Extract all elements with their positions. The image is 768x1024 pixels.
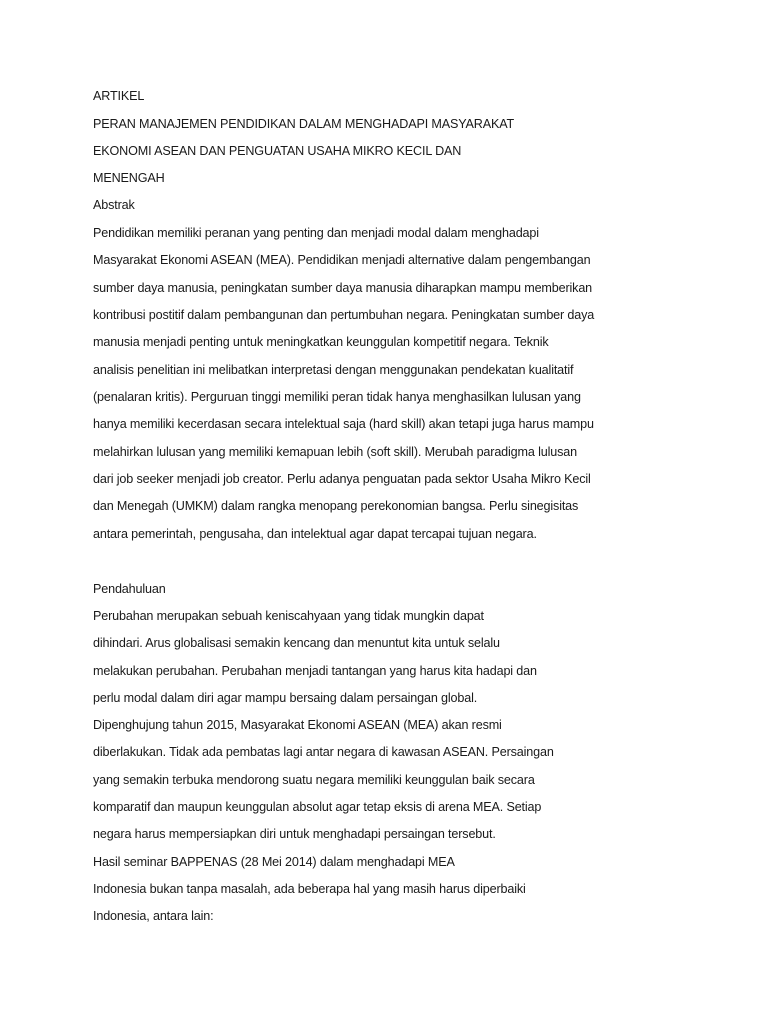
article-title-line: PERAN MANAJEMEN PENDIDIKAN DALAM MENGHADAPI MASYARAKAT: [93, 117, 515, 131]
abstract-line: melahirkan lulusan yang memiliki kemapuan lebih (soft skill). Merubah paradigma lulusan: [93, 445, 577, 459]
introduction-line: Indonesia bukan tanpa masalah, ada beberapa hal yang masih harus diperbaiki: [93, 882, 526, 896]
abstract-line: dari job seeker menjadi job creator. Perlu adanya penguatan pada sektor Usaha Mikro Kecil: [93, 472, 591, 486]
abstract-line: sumber daya manusia, peningkatan sumber daya manusia diharapkan mampu memberikan: [93, 281, 593, 295]
abstract-line: dan Menegah (UMKM) dalam rangka menopang perekonomian bangsa. Perlu sinegisitas: [93, 499, 579, 513]
abstract-line: (penalaran kritis). Perguruan tinggi memiliki peran tidak hanya menghasilkan lulusan yang: [93, 390, 581, 404]
introduction-line: komparatif dan maupun keunggulan absolut agar tetap eksis di arena MEA. Setiap: [93, 800, 542, 814]
introduction-line: Indonesia, antara lain:: [93, 909, 214, 923]
introduction-line: dihindari. Arus globalisasi semakin kencang dan menuntut kita untuk selalu: [93, 636, 500, 650]
abstract-line: analisis penelitian ini melibatkan interpretasi dengan menggunakan pendekatan kualitatif: [93, 363, 574, 377]
introduction-line: Hasil seminar BAPPENAS (28 Mei 2014) dalam menghadapi MEA: [93, 855, 455, 869]
introduction-line: Dipenghujung tahun 2015, Masyarakat Ekonomi ASEAN (MEA) akan resmi: [93, 718, 502, 732]
introduction-line: melakukan perubahan. Perubahan menjadi tantangan yang harus kita hadapi dan: [93, 664, 537, 678]
introduction-line: negara harus mempersiapkan diri untuk menghadapi persaingan tersebut.: [93, 827, 496, 841]
abstract-line: antara pemerintah, pengusaha, dan intelektual agar dapat tercapai tujuan negara.: [93, 527, 537, 541]
abstract-line: hanya memiliki kecerdasan secara intelektual saja (hard skill) akan tetapi juga harus mampu: [93, 417, 594, 431]
article-title-line: EKONOMI ASEAN DAN PENGUATAN USAHA MIKRO KECIL DAN: [93, 144, 462, 158]
introduction-line: perlu modal dalam diri agar mampu bersaing dalam persaingan global.: [93, 691, 478, 705]
article-title-line: MENENGAH: [93, 171, 165, 185]
introduction-line: Perubahan merupakan sebuah keniscahyaan yang tidak mungkin dapat: [93, 609, 484, 623]
introduction-line: yang semakin terbuka mendorong suatu negara memiliki keunggulan baik secara: [93, 773, 535, 787]
article-label: ARTIKEL: [93, 89, 145, 103]
abstract-line: kontribusi postitif dalam pembangunan dan pertumbuhan negara. Peningkatan sumber daya: [93, 308, 595, 322]
abstract-line: Masyarakat Ekonomi ASEAN (MEA). Pendidikan menjadi alternative dalam pengembangan: [93, 253, 591, 267]
abstract-line: Pendidikan memiliki peranan yang penting dan menjadi modal dalam menghadapi: [93, 226, 539, 240]
abstract-heading: Abstrak: [93, 198, 135, 212]
introduction-line: diberlakukan. Tidak ada pembatas lagi antar negara di kawasan ASEAN. Persaingan: [93, 745, 554, 759]
abstract-line: manusia menjadi penting untuk meningkatkan keunggulan kompetitif negara. Teknik: [93, 335, 549, 349]
introduction-heading: Pendahuluan: [93, 582, 166, 596]
